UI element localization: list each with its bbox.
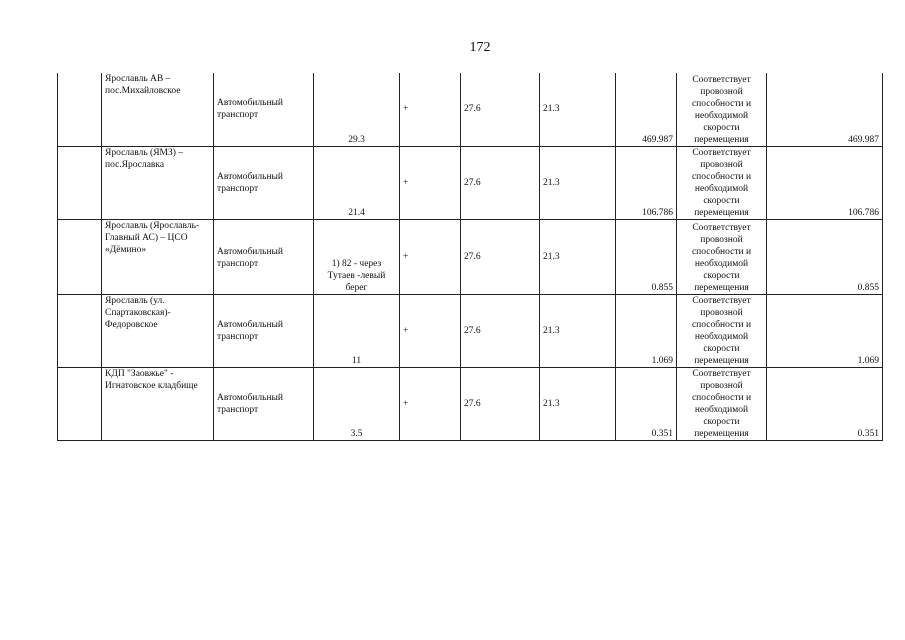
status-text: Соответствует провозной способности и необходимой скорости перемещения [677, 219, 767, 294]
capacity-value-1: 1.069 [616, 294, 677, 367]
transport-type: Автомобильный транспорт [214, 73, 314, 146]
speed-value-1: 27.6 [461, 367, 540, 440]
row-blank-cell [58, 219, 102, 294]
status-text: Соответствует провозной способности и необходимой скорости перемещения [677, 73, 767, 146]
plus-mark: + [400, 146, 461, 219]
page-number: 172 [469, 40, 491, 55]
speed-value-1: 27.6 [461, 219, 540, 294]
route-name: Ярославль (ЯМЗ) – пос.Ярославка [102, 146, 214, 219]
table-row [58, 73, 883, 146]
speed-value-2: 21.3 [540, 219, 616, 294]
plus-mark: + [400, 367, 461, 440]
route-length: 29.3 [314, 73, 400, 146]
capacity-value-2: 1.069 [767, 294, 883, 367]
capacity-value-1: 106.786 [616, 146, 677, 219]
row-blank-cell [58, 367, 102, 440]
transport-type: Автомобильный транспорт [214, 294, 314, 367]
speed-value-2: 21.3 [540, 146, 616, 219]
capacity-value-1: 0.855 [616, 219, 677, 294]
route-length: 3.5 [314, 367, 400, 440]
capacity-value-2: 0.855 [767, 219, 883, 294]
capacity-value-2: 469.987 [767, 73, 883, 146]
route-name: Ярославль АВ – пос.Михайловское [102, 73, 214, 146]
row-blank-cell [58, 73, 102, 146]
speed-value-2: 21.3 [540, 294, 616, 367]
row-blank-cell [58, 294, 102, 367]
table-row [58, 367, 883, 440]
plus-mark: + [400, 73, 461, 146]
route-name: Ярославль (ул. Спартаковская)-Федоровское [102, 294, 214, 367]
status-text: Соответствует провозной способности и необходимой скорости перемещения [677, 294, 767, 367]
routes-table [57, 73, 883, 441]
table-row [58, 219, 883, 294]
transport-type: Автомобильный транспорт [214, 219, 314, 294]
route-length: 21.4 [314, 146, 400, 219]
route-length: 11 [314, 294, 400, 367]
speed-value-2: 21.3 [540, 367, 616, 440]
transport-type: Автомобильный транспорт [214, 367, 314, 440]
transport-type: Автомобильный транспорт [214, 146, 314, 219]
speed-value-1: 27.6 [461, 146, 540, 219]
capacity-value-2: 106.786 [767, 146, 883, 219]
speed-value-2: 21.3 [540, 73, 616, 146]
speed-value-1: 27.6 [461, 73, 540, 146]
route-name: КДП "Заовжье" - Игнатовское кладбище [102, 367, 214, 440]
status-text: Соответствует провозной способности и необходимой скорости перемещения [677, 146, 767, 219]
plus-mark: + [400, 294, 461, 367]
route-length: 1) 82 - через Тутаев -левый берег [314, 219, 400, 294]
capacity-value-1: 0.351 [616, 367, 677, 440]
route-name: Ярославль (Ярославль-Главный АС) – ЦСО «Дёмино» [102, 219, 214, 294]
capacity-value-1: 469.987 [616, 73, 677, 146]
speed-value-1: 27.6 [461, 294, 540, 367]
row-blank-cell [58, 146, 102, 219]
plus-mark: + [400, 219, 461, 294]
status-text: Соответствует провозной способности и необходимой скорости перемещения [677, 367, 767, 440]
table-row [58, 146, 883, 219]
table-row [58, 294, 883, 367]
capacity-value-2: 0.351 [767, 367, 883, 440]
